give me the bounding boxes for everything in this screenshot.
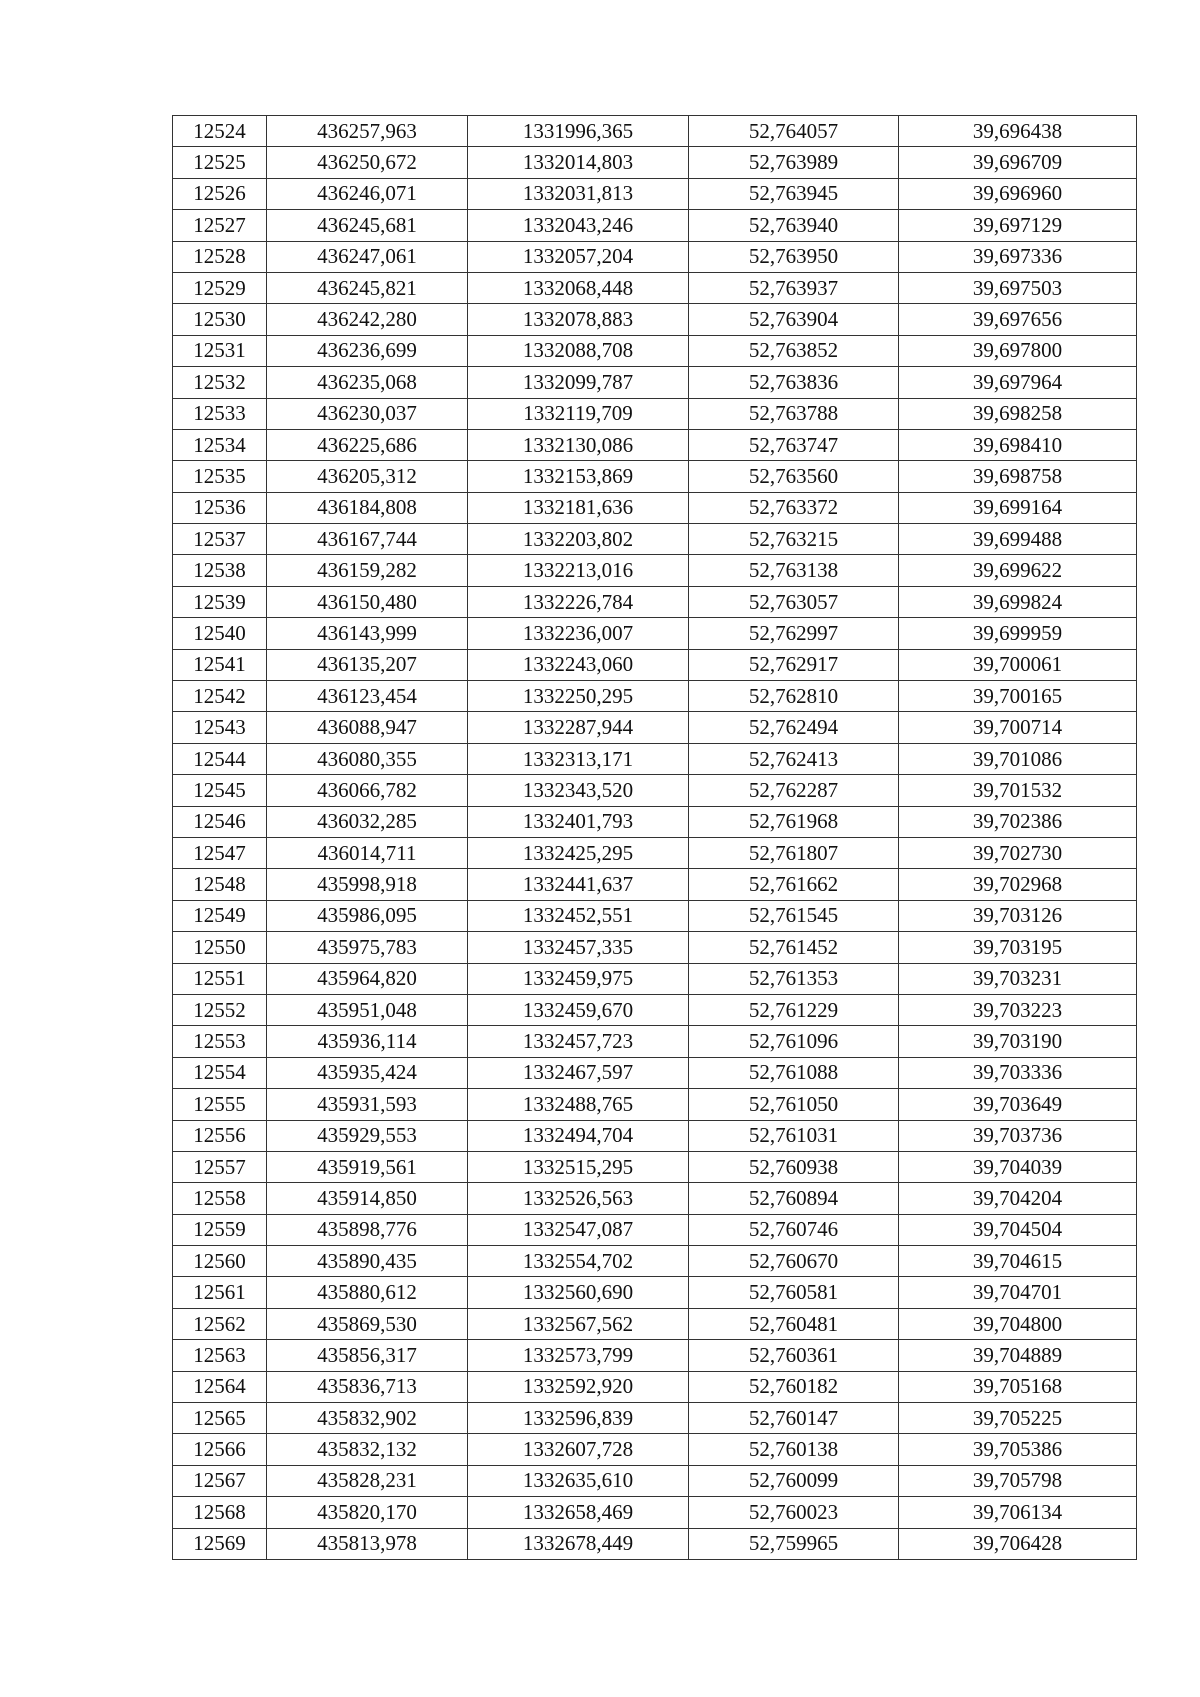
point-number-cell: 12524 (173, 116, 267, 147)
y-coordinate-cell: 1332226,784 (468, 586, 689, 617)
y-coordinate-cell: 1332596,839 (468, 1403, 689, 1434)
table-row (173, 1151, 1137, 1182)
table-row (173, 1340, 1137, 1371)
y-coordinate-cell: 1332607,728 (468, 1434, 689, 1465)
y-coordinate-cell: 1332658,469 (468, 1497, 689, 1528)
latitude-cell: 52,761353 (689, 963, 899, 994)
point-number-cell: 12557 (173, 1151, 267, 1182)
x-coordinate-cell: 436242,280 (267, 304, 468, 335)
y-coordinate-cell: 1332459,670 (468, 994, 689, 1025)
x-coordinate-cell: 435832,132 (267, 1434, 468, 1465)
latitude-cell: 52,760023 (689, 1497, 899, 1528)
table-row (173, 1371, 1137, 1402)
x-coordinate-cell: 435856,317 (267, 1340, 468, 1371)
longitude-cell: 39,705168 (899, 1371, 1137, 1402)
latitude-cell: 52,761096 (689, 1026, 899, 1057)
latitude-cell: 52,763945 (689, 178, 899, 209)
x-coordinate-cell: 435813,978 (267, 1528, 468, 1559)
x-coordinate-cell: 436247,061 (267, 241, 468, 272)
latitude-cell: 52,760481 (689, 1308, 899, 1339)
point-number-cell: 12563 (173, 1340, 267, 1371)
x-coordinate-cell: 436246,071 (267, 178, 468, 209)
x-coordinate-cell: 435890,435 (267, 1246, 468, 1277)
latitude-cell: 52,763372 (689, 492, 899, 523)
longitude-cell: 39,703336 (899, 1057, 1137, 1088)
latitude-cell: 52,764057 (689, 116, 899, 147)
point-number-cell: 12529 (173, 272, 267, 303)
latitude-cell: 52,760670 (689, 1246, 899, 1277)
point-number-cell: 12551 (173, 963, 267, 994)
table-row (173, 1089, 1137, 1120)
table-row (173, 900, 1137, 931)
table-row (173, 1214, 1137, 1245)
y-coordinate-cell: 1332078,883 (468, 304, 689, 335)
table-row (173, 1246, 1137, 1277)
latitude-cell: 52,763989 (689, 147, 899, 178)
longitude-cell: 39,699488 (899, 524, 1137, 555)
longitude-cell: 39,701086 (899, 743, 1137, 774)
point-number-cell: 12542 (173, 681, 267, 712)
coordinates-table-body (173, 116, 1137, 1560)
y-coordinate-cell: 1332452,551 (468, 900, 689, 931)
latitude-cell: 52,763852 (689, 335, 899, 366)
y-coordinate-cell: 1332088,708 (468, 335, 689, 366)
y-coordinate-cell: 1332567,562 (468, 1308, 689, 1339)
y-coordinate-cell: 1332515,295 (468, 1151, 689, 1182)
y-coordinate-cell: 1332313,171 (468, 743, 689, 774)
x-coordinate-cell: 436143,999 (267, 618, 468, 649)
table-row (173, 147, 1137, 178)
point-number-cell: 12526 (173, 178, 267, 209)
longitude-cell: 39,703736 (899, 1120, 1137, 1151)
point-number-cell: 12527 (173, 210, 267, 241)
table-row (173, 555, 1137, 586)
x-coordinate-cell: 436088,947 (267, 712, 468, 743)
longitude-cell: 39,704889 (899, 1340, 1137, 1371)
latitude-cell: 52,760182 (689, 1371, 899, 1402)
longitude-cell: 39,696709 (899, 147, 1137, 178)
longitude-cell: 39,698410 (899, 429, 1137, 460)
longitude-cell: 39,703190 (899, 1026, 1137, 1057)
x-coordinate-cell: 436236,699 (267, 335, 468, 366)
x-coordinate-cell: 435951,048 (267, 994, 468, 1025)
latitude-cell: 52,761545 (689, 900, 899, 931)
point-number-cell: 12548 (173, 869, 267, 900)
point-number-cell: 12562 (173, 1308, 267, 1339)
longitude-cell: 39,703231 (899, 963, 1137, 994)
table-row (173, 932, 1137, 963)
y-coordinate-cell: 1332592,920 (468, 1371, 689, 1402)
x-coordinate-cell: 435898,776 (267, 1214, 468, 1245)
longitude-cell: 39,696960 (899, 178, 1137, 209)
table-row (173, 492, 1137, 523)
longitude-cell: 39,699164 (899, 492, 1137, 523)
latitude-cell: 52,759965 (689, 1528, 899, 1559)
table-row (173, 649, 1137, 680)
y-coordinate-cell: 1332494,704 (468, 1120, 689, 1151)
table-row (173, 272, 1137, 303)
longitude-cell: 39,703223 (899, 994, 1137, 1025)
point-number-cell: 12549 (173, 900, 267, 931)
x-coordinate-cell: 436250,672 (267, 147, 468, 178)
point-number-cell: 12544 (173, 743, 267, 774)
point-number-cell: 12568 (173, 1497, 267, 1528)
longitude-cell: 39,703649 (899, 1089, 1137, 1120)
latitude-cell: 52,763057 (689, 586, 899, 617)
x-coordinate-cell: 436032,285 (267, 806, 468, 837)
point-number-cell: 12525 (173, 147, 267, 178)
table-row (173, 743, 1137, 774)
y-coordinate-cell: 1332243,060 (468, 649, 689, 680)
x-coordinate-cell: 435964,820 (267, 963, 468, 994)
y-coordinate-cell: 1332119,709 (468, 398, 689, 429)
point-number-cell: 12558 (173, 1183, 267, 1214)
y-coordinate-cell: 1332236,007 (468, 618, 689, 649)
point-number-cell: 12547 (173, 837, 267, 868)
longitude-cell: 39,697964 (899, 367, 1137, 398)
x-coordinate-cell: 436257,963 (267, 116, 468, 147)
longitude-cell: 39,704039 (899, 1151, 1137, 1182)
y-coordinate-cell: 1332467,597 (468, 1057, 689, 1088)
latitude-cell: 52,760361 (689, 1340, 899, 1371)
y-coordinate-cell: 1332488,765 (468, 1089, 689, 1120)
longitude-cell: 39,696438 (899, 116, 1137, 147)
longitude-cell: 39,700165 (899, 681, 1137, 712)
y-coordinate-cell: 1332425,295 (468, 837, 689, 868)
point-number-cell: 12561 (173, 1277, 267, 1308)
longitude-cell: 39,704800 (899, 1308, 1137, 1339)
longitude-cell: 39,703126 (899, 900, 1137, 931)
table-row (173, 963, 1137, 994)
table-row (173, 241, 1137, 272)
table-row (173, 1026, 1137, 1057)
point-number-cell: 12528 (173, 241, 267, 272)
point-number-cell: 12532 (173, 367, 267, 398)
table-row (173, 1434, 1137, 1465)
point-number-cell: 12536 (173, 492, 267, 523)
x-coordinate-cell: 435935,424 (267, 1057, 468, 1088)
y-coordinate-cell: 1332457,335 (468, 932, 689, 963)
y-coordinate-cell: 1332573,799 (468, 1340, 689, 1371)
y-coordinate-cell: 1332635,610 (468, 1465, 689, 1496)
y-coordinate-cell: 1332554,702 (468, 1246, 689, 1277)
table-row (173, 775, 1137, 806)
y-coordinate-cell: 1332181,636 (468, 492, 689, 523)
point-number-cell: 12538 (173, 555, 267, 586)
latitude-cell: 52,761662 (689, 869, 899, 900)
longitude-cell: 39,706134 (899, 1497, 1137, 1528)
x-coordinate-cell: 436066,782 (267, 775, 468, 806)
latitude-cell: 52,763560 (689, 461, 899, 492)
x-coordinate-cell: 435975,783 (267, 932, 468, 963)
x-coordinate-cell: 436014,711 (267, 837, 468, 868)
latitude-cell: 52,763937 (689, 272, 899, 303)
longitude-cell: 39,704701 (899, 1277, 1137, 1308)
latitude-cell: 52,762413 (689, 743, 899, 774)
y-coordinate-cell: 1331996,365 (468, 116, 689, 147)
table-row (173, 994, 1137, 1025)
latitude-cell: 52,761050 (689, 1089, 899, 1120)
x-coordinate-cell: 436080,355 (267, 743, 468, 774)
table-row (173, 524, 1137, 555)
latitude-cell: 52,762917 (689, 649, 899, 680)
table-row (173, 1497, 1137, 1528)
latitude-cell: 52,761968 (689, 806, 899, 837)
latitude-cell: 52,762494 (689, 712, 899, 743)
latitude-cell: 52,761452 (689, 932, 899, 963)
point-number-cell: 12569 (173, 1528, 267, 1559)
longitude-cell: 39,702968 (899, 869, 1137, 900)
point-number-cell: 12552 (173, 994, 267, 1025)
latitude-cell: 52,763940 (689, 210, 899, 241)
point-number-cell: 12555 (173, 1089, 267, 1120)
latitude-cell: 52,763138 (689, 555, 899, 586)
y-coordinate-cell: 1332057,204 (468, 241, 689, 272)
table-row (173, 210, 1137, 241)
longitude-cell: 39,699824 (899, 586, 1137, 617)
longitude-cell: 39,706428 (899, 1528, 1137, 1559)
y-coordinate-cell: 1332526,563 (468, 1183, 689, 1214)
point-number-cell: 12546 (173, 806, 267, 837)
x-coordinate-cell: 436159,282 (267, 555, 468, 586)
y-coordinate-cell: 1332457,723 (468, 1026, 689, 1057)
point-number-cell: 12537 (173, 524, 267, 555)
table-row (173, 304, 1137, 335)
point-number-cell: 12531 (173, 335, 267, 366)
x-coordinate-cell: 436123,454 (267, 681, 468, 712)
longitude-cell: 39,705225 (899, 1403, 1137, 1434)
latitude-cell: 52,763904 (689, 304, 899, 335)
longitude-cell: 39,697336 (899, 241, 1137, 272)
y-coordinate-cell: 1332068,448 (468, 272, 689, 303)
latitude-cell: 52,760746 (689, 1214, 899, 1245)
point-number-cell: 12559 (173, 1214, 267, 1245)
longitude-cell: 39,702730 (899, 837, 1137, 868)
point-number-cell: 12533 (173, 398, 267, 429)
longitude-cell: 39,697503 (899, 272, 1137, 303)
table-row (173, 178, 1137, 209)
x-coordinate-cell: 435986,095 (267, 900, 468, 931)
x-coordinate-cell: 436205,312 (267, 461, 468, 492)
latitude-cell: 52,763950 (689, 241, 899, 272)
x-coordinate-cell: 435820,170 (267, 1497, 468, 1528)
y-coordinate-cell: 1332441,637 (468, 869, 689, 900)
y-coordinate-cell: 1332678,449 (468, 1528, 689, 1559)
table-row (173, 1057, 1137, 1088)
y-coordinate-cell: 1332099,787 (468, 367, 689, 398)
point-number-cell: 12560 (173, 1246, 267, 1277)
y-coordinate-cell: 1332014,803 (468, 147, 689, 178)
table-row (173, 806, 1137, 837)
longitude-cell: 39,704504 (899, 1214, 1137, 1245)
latitude-cell: 52,763747 (689, 429, 899, 460)
point-number-cell: 12554 (173, 1057, 267, 1088)
x-coordinate-cell: 435931,593 (267, 1089, 468, 1120)
table-row (173, 681, 1137, 712)
point-number-cell: 12539 (173, 586, 267, 617)
y-coordinate-cell: 1332401,793 (468, 806, 689, 837)
y-coordinate-cell: 1332213,016 (468, 555, 689, 586)
longitude-cell: 39,697800 (899, 335, 1137, 366)
table-row (173, 429, 1137, 460)
y-coordinate-cell: 1332043,246 (468, 210, 689, 241)
y-coordinate-cell: 1332250,295 (468, 681, 689, 712)
latitude-cell: 52,760099 (689, 1465, 899, 1496)
table-row (173, 1277, 1137, 1308)
y-coordinate-cell: 1332459,975 (468, 963, 689, 994)
longitude-cell: 39,704615 (899, 1246, 1137, 1277)
point-number-cell: 12556 (173, 1120, 267, 1151)
longitude-cell: 39,698758 (899, 461, 1137, 492)
x-coordinate-cell: 435832,902 (267, 1403, 468, 1434)
latitude-cell: 52,762287 (689, 775, 899, 806)
longitude-cell: 39,699959 (899, 618, 1137, 649)
x-coordinate-cell: 436184,808 (267, 492, 468, 523)
table-row (173, 335, 1137, 366)
latitude-cell: 52,762810 (689, 681, 899, 712)
longitude-cell: 39,704204 (899, 1183, 1137, 1214)
longitude-cell: 39,699622 (899, 555, 1137, 586)
x-coordinate-cell: 435828,231 (267, 1465, 468, 1496)
x-coordinate-cell: 435880,612 (267, 1277, 468, 1308)
x-coordinate-cell: 436230,037 (267, 398, 468, 429)
latitude-cell: 52,760894 (689, 1183, 899, 1214)
x-coordinate-cell: 436245,821 (267, 272, 468, 303)
longitude-cell: 39,697129 (899, 210, 1137, 241)
y-coordinate-cell: 1332153,869 (468, 461, 689, 492)
table-row (173, 1308, 1137, 1339)
x-coordinate-cell: 435919,561 (267, 1151, 468, 1182)
point-number-cell: 12565 (173, 1403, 267, 1434)
longitude-cell: 39,700714 (899, 712, 1137, 743)
table-row (173, 1120, 1137, 1151)
longitude-cell: 39,705386 (899, 1434, 1137, 1465)
latitude-cell: 52,760147 (689, 1403, 899, 1434)
x-coordinate-cell: 436150,480 (267, 586, 468, 617)
point-number-cell: 12566 (173, 1434, 267, 1465)
y-coordinate-cell: 1332287,944 (468, 712, 689, 743)
point-number-cell: 12534 (173, 429, 267, 460)
y-coordinate-cell: 1332130,086 (468, 429, 689, 460)
point-number-cell: 12545 (173, 775, 267, 806)
x-coordinate-cell: 435929,553 (267, 1120, 468, 1151)
latitude-cell: 52,760938 (689, 1151, 899, 1182)
x-coordinate-cell: 435914,850 (267, 1183, 468, 1214)
point-number-cell: 12543 (173, 712, 267, 743)
x-coordinate-cell: 436235,068 (267, 367, 468, 398)
point-number-cell: 12567 (173, 1465, 267, 1496)
table-row (173, 461, 1137, 492)
x-coordinate-cell: 436225,686 (267, 429, 468, 460)
table-row (173, 116, 1137, 147)
x-coordinate-cell: 436245,681 (267, 210, 468, 241)
latitude-cell: 52,761229 (689, 994, 899, 1025)
y-coordinate-cell: 1332203,802 (468, 524, 689, 555)
longitude-cell: 39,698258 (899, 398, 1137, 429)
point-number-cell: 12541 (173, 649, 267, 680)
point-number-cell: 12550 (173, 932, 267, 963)
table-row (173, 1403, 1137, 1434)
point-number-cell: 12553 (173, 1026, 267, 1057)
longitude-cell: 39,701532 (899, 775, 1137, 806)
table-row (173, 586, 1137, 617)
latitude-cell: 52,760581 (689, 1277, 899, 1308)
x-coordinate-cell: 436135,207 (267, 649, 468, 680)
table-row (173, 837, 1137, 868)
y-coordinate-cell: 1332031,813 (468, 178, 689, 209)
longitude-cell: 39,705798 (899, 1465, 1137, 1496)
latitude-cell: 52,762997 (689, 618, 899, 649)
y-coordinate-cell: 1332547,087 (468, 1214, 689, 1245)
x-coordinate-cell: 435836,713 (267, 1371, 468, 1402)
latitude-cell: 52,763788 (689, 398, 899, 429)
x-coordinate-cell: 435998,918 (267, 869, 468, 900)
latitude-cell: 52,761031 (689, 1120, 899, 1151)
latitude-cell: 52,763836 (689, 367, 899, 398)
point-number-cell: 12530 (173, 304, 267, 335)
x-coordinate-cell: 435869,530 (267, 1308, 468, 1339)
table-row (173, 398, 1137, 429)
table-row (173, 712, 1137, 743)
table-row (173, 367, 1137, 398)
longitude-cell: 39,697656 (899, 304, 1137, 335)
x-coordinate-cell: 436167,744 (267, 524, 468, 555)
table-row (173, 869, 1137, 900)
table-row (173, 618, 1137, 649)
table-row (173, 1183, 1137, 1214)
x-coordinate-cell: 435936,114 (267, 1026, 468, 1057)
y-coordinate-cell: 1332560,690 (468, 1277, 689, 1308)
longitude-cell: 39,702386 (899, 806, 1137, 837)
table-row (173, 1528, 1137, 1559)
latitude-cell: 52,761088 (689, 1057, 899, 1088)
latitude-cell: 52,760138 (689, 1434, 899, 1465)
longitude-cell: 39,700061 (899, 649, 1137, 680)
coordinates-table (172, 115, 1137, 1560)
table-row (173, 1465, 1137, 1496)
point-number-cell: 12535 (173, 461, 267, 492)
longitude-cell: 39,703195 (899, 932, 1137, 963)
point-number-cell: 12540 (173, 618, 267, 649)
point-number-cell: 12564 (173, 1371, 267, 1402)
y-coordinate-cell: 1332343,520 (468, 775, 689, 806)
latitude-cell: 52,763215 (689, 524, 899, 555)
latitude-cell: 52,761807 (689, 837, 899, 868)
